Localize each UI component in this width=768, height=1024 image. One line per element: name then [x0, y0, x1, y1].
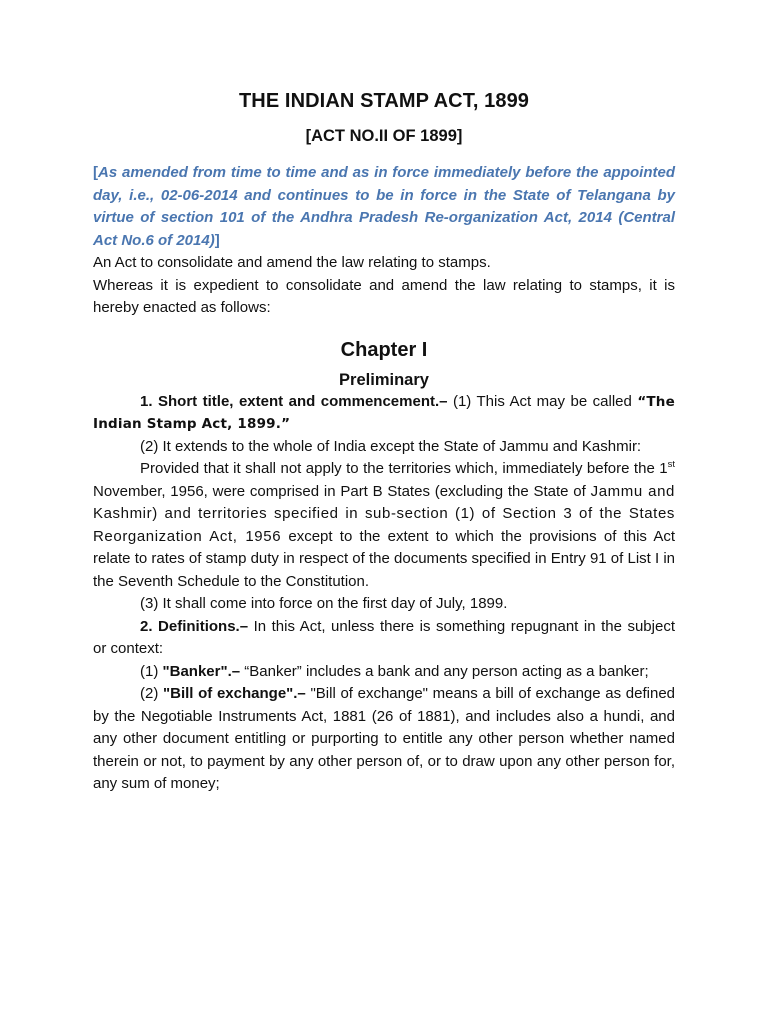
document-title: THE INDIAN STAMP ACT, 1899 — [238, 90, 530, 112]
proviso-text-4: except to the extent to which the provisions of this Act relate to rates of stamp duty in respect of the documents specified in Entry 91 of List I in the Seventh Schedule to the Constitution. — [93, 527, 675, 590]
amendment-note-text: As amended from time to time and as in force immediately before the appointed day, i.e., 02-06-2014 and continues to be in force in the State of Telangana by virtue of section 101 of the Andhra Pradesh Re-organization Act, 2014 (Central Act No.6 of 2014) — [93, 164, 675, 249]
short-title-quote: “The Indian Stamp Act, 1899.” — [93, 393, 675, 432]
amendment-note — [93, 162, 675, 252]
definition-banker — [93, 661, 675, 684]
definition-2-number: (2) — [140, 685, 164, 702]
proviso-text-1: Provided that it shall not apply to the territories which, immediately before the 1 — [140, 460, 668, 477]
section-1-heading: 1. Short title, extent and commencement.– — [140, 392, 448, 410]
section-1-proviso — [93, 458, 675, 593]
proviso-text-3: Jammu and Kashmir) and territories specified in sub-section (1) of Section 3 of the States Reorganization Act, 1956 — [93, 482, 675, 545]
section-2-heading: 2. Definitions.– — [140, 617, 249, 635]
section-2-definitions — [93, 616, 675, 661]
ordinal-suffix: st — [667, 459, 675, 470]
amendment-close-bracket: ] — [214, 231, 220, 249]
preamble: Whereas it is expedient to consolidate and amend the law relating to stamps, it is hereby enacted as follows: — [93, 276, 675, 316]
section-1-text: (1) This Act may be called — [447, 392, 638, 410]
section-2-text: In this Act, unless there is something repugnant in the subject or context: — [93, 617, 675, 657]
section-1-subsection-2: (2) It extends to the whole of India except the State of Jammu and Kashmir: — [140, 437, 642, 455]
proviso-text-2: November, 1956, were comprised in Part B States (excluding the State of — [93, 482, 591, 500]
amendment-open-bracket: [ — [93, 164, 98, 181]
definition-2-text: "Bill of exchange" means a bill of exchange as defined by the Negotiable Instruments Act, 1881 (26 of 1881), and includes also a hundi, and any other document entitling or purporting to entitle any other person whether named therein or not, to payment by any other person of, or to draw upon any other person for, any sum of money; — [93, 685, 676, 792]
section-1-short-title — [93, 391, 675, 436]
chapter-subheading: Preliminary — [339, 370, 429, 389]
definition-1-term: "Banker".– — [162, 662, 241, 680]
act-description: An Act to consolidate and amend the law relating to stamps. — [93, 254, 491, 271]
definition-1-text: “Banker” includes a bank and any person acting as a banker; — [240, 662, 649, 680]
section-1-subsection-3: (3) It shall come into force on the first day of July, 1899. — [140, 595, 508, 612]
act-number: [ACT NO.II OF 1899] — [305, 127, 463, 145]
definition-bill-of-exchange — [93, 683, 675, 796]
chapter-heading: Chapter I — [340, 338, 428, 361]
definition-2-term: "Bill of exchange".– — [163, 685, 306, 702]
definition-1-number: (1) — [140, 662, 163, 680]
